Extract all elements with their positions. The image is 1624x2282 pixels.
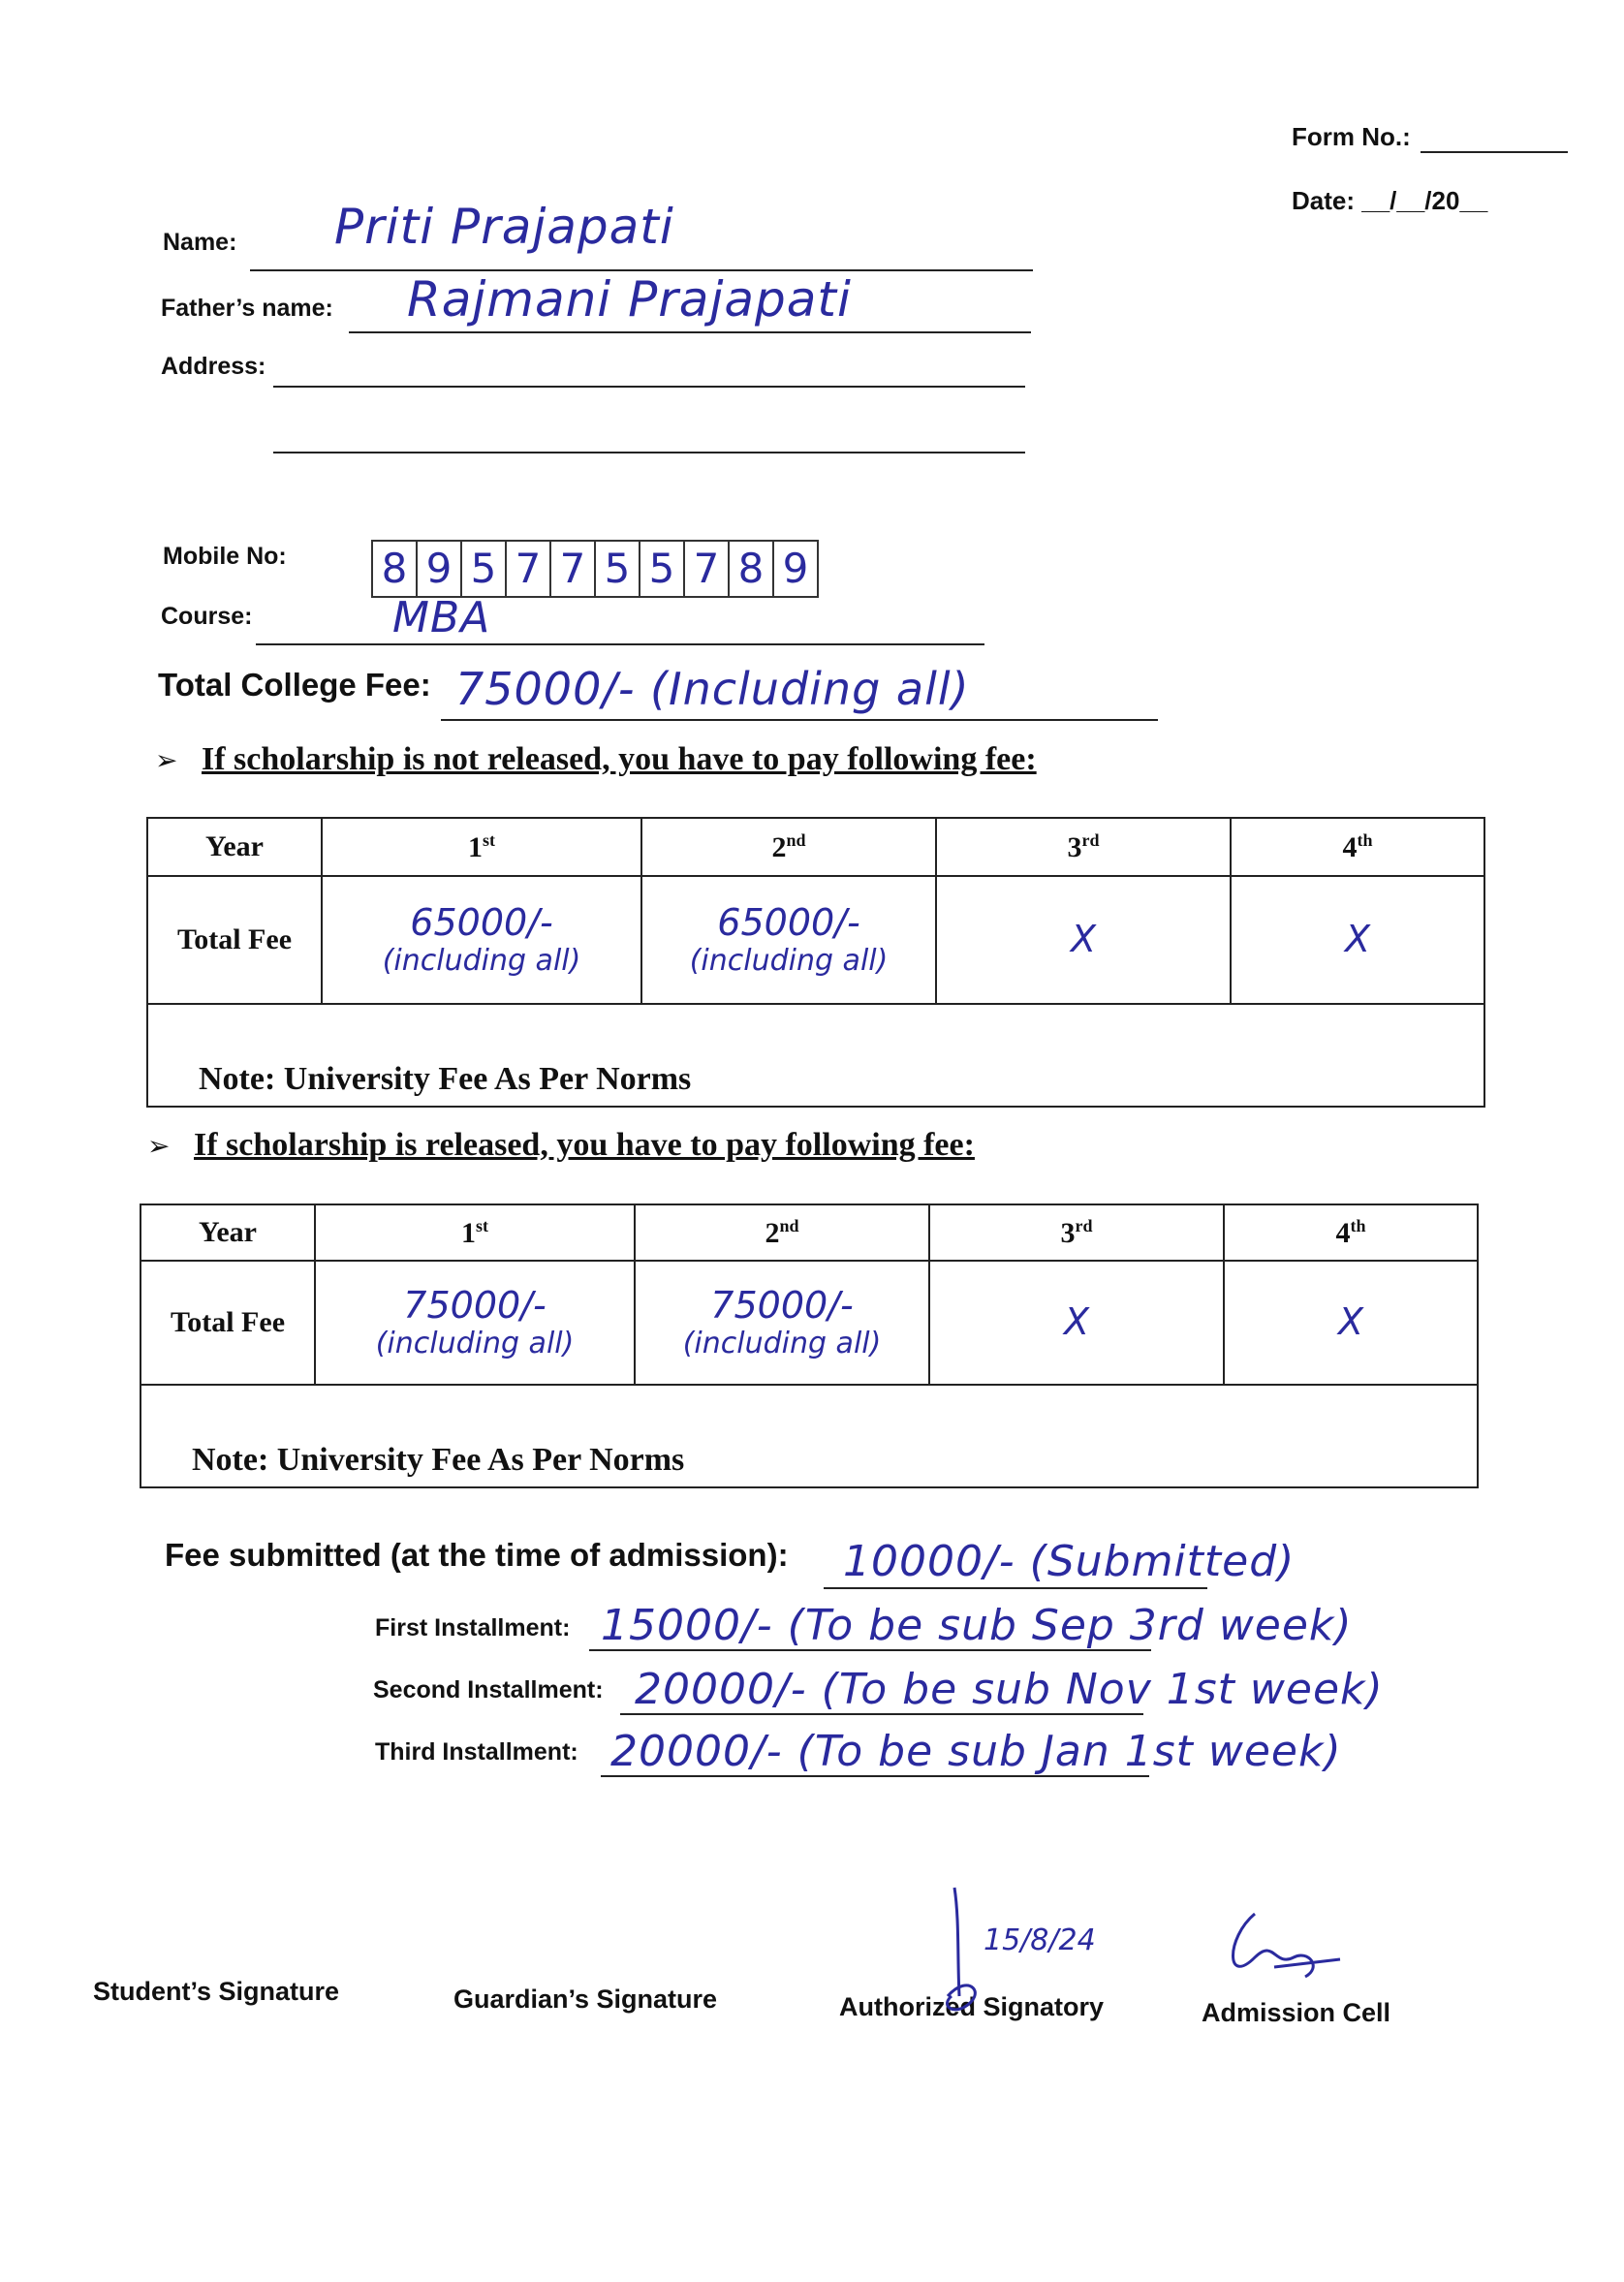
fee-table-released <box>140 1204 1479 1488</box>
authorized-signatory-label: Authorized Signatory <box>839 1992 1105 2021</box>
year-col-3: 3rd <box>936 818 1231 876</box>
section-heading-not-released: If scholarship is not released, you have to pay following fee: <box>202 741 1037 777</box>
university-fee-note: Note: University Fee As Per Norms <box>147 1004 1484 1107</box>
name-label: Name: <box>163 229 237 256</box>
father-name-line <box>349 331 1031 333</box>
father-name-label: Father’s name: <box>161 295 333 322</box>
course-value: MBA <box>392 593 491 642</box>
mobile-digit-boxes <box>371 540 819 598</box>
form-no-line <box>1421 151 1568 153</box>
first-installment-label: First Installment: <box>375 1614 571 1641</box>
third-installment-value: 20000/- (To be sub Jan 1st week) <box>610 1727 1342 1776</box>
father-name-value: Rajmani Prajapati <box>407 271 852 328</box>
fee-year-2: 75000/- (including all) <box>635 1261 929 1385</box>
fee-submitted-line <box>824 1587 1207 1589</box>
first-installment-value: 15000/- (To be sub Sep 3rd week) <box>601 1601 1353 1650</box>
section-heading-released: If scholarship is released, you have to pay following fee: <box>194 1127 975 1163</box>
mobile-digit: 8 <box>730 540 774 598</box>
address-line-1 <box>273 386 1025 388</box>
year-col-4: 4th <box>1224 1204 1478 1261</box>
student-signature-label: Student’s Signature <box>93 1977 340 2006</box>
authorized-signature-mark <box>930 1880 1105 2025</box>
total-college-fee-line <box>441 719 1158 721</box>
second-installment-value: 20000/- (To be sub Nov 1st week) <box>635 1665 1384 1714</box>
form-no-label: Form No.: <box>1292 122 1411 151</box>
year-col-2: 2nd <box>641 818 936 876</box>
fee-year-3: X <box>929 1261 1224 1385</box>
course-line <box>256 643 984 645</box>
year-col-4: 4th <box>1231 818 1484 876</box>
fee-year-2: 65000/- (including all) <box>641 876 936 1004</box>
mobile-digit: 8 <box>371 540 418 598</box>
fee-year-1: 75000/- (including all) <box>315 1261 635 1385</box>
second-installment-label: Second Installment: <box>373 1676 604 1704</box>
mobile-digit: 9 <box>418 540 462 598</box>
year-col-2: 2nd <box>635 1204 929 1261</box>
guardian-signature-label: Guardian’s Signature <box>453 1985 718 2014</box>
name-value: Priti Prajapati <box>334 199 674 255</box>
total-college-fee-label: Total College Fee: <box>158 667 431 703</box>
mobile-digit: 7 <box>507 540 551 598</box>
year-col-1: 1st <box>322 818 641 876</box>
total-college-fee-value: 75000/- (Including all) <box>455 663 970 715</box>
fee-year-4: X <box>1224 1261 1478 1385</box>
year-header: Year <box>147 818 322 876</box>
third-installment-label: Third Installment: <box>375 1738 578 1766</box>
fee-year-4: X <box>1231 876 1484 1004</box>
mobile-digit: 7 <box>551 540 596 598</box>
bullet-arrow-icon: ➢ <box>147 1131 171 1161</box>
fee-table-not-released <box>146 817 1485 1108</box>
fee-year-1: 65000/- (including all) <box>322 876 641 1004</box>
course-label: Course: <box>161 603 253 630</box>
fee-year-3: X <box>936 876 1231 1004</box>
mobile-digit: 7 <box>685 540 730 598</box>
mobile-digit: 5 <box>462 540 507 598</box>
admission-signature-mark <box>1216 1899 1361 2006</box>
mobile-digit: 5 <box>640 540 685 598</box>
university-fee-note: Note: University Fee As Per Norms <box>141 1385 1478 1487</box>
date-label: Date: __/__/20__ <box>1292 186 1488 215</box>
year-col-1: 1st <box>315 1204 635 1261</box>
total-fee-row-label: Total Fee <box>147 876 322 1004</box>
year-header: Year <box>141 1204 315 1261</box>
year-col-3: 3rd <box>929 1204 1224 1261</box>
mobile-digit: 9 <box>774 540 819 598</box>
fee-submitted-label: Fee submitted (at the time of admission): <box>165 1537 789 1573</box>
authorized-signature-date: 15/8/24 <box>984 1923 1096 1957</box>
address-label: Address: <box>161 353 266 380</box>
bullet-arrow-icon: ➢ <box>155 745 178 775</box>
total-fee-row-label: Total Fee <box>141 1261 315 1385</box>
fee-submitted-value: 10000/- (Submitted) <box>843 1537 1296 1586</box>
address-line-2 <box>273 452 1025 453</box>
admission-cell-label: Admission Cell <box>1202 1998 1391 2027</box>
mobile-digit: 5 <box>596 540 640 598</box>
mobile-label: Mobile No: <box>163 543 287 570</box>
